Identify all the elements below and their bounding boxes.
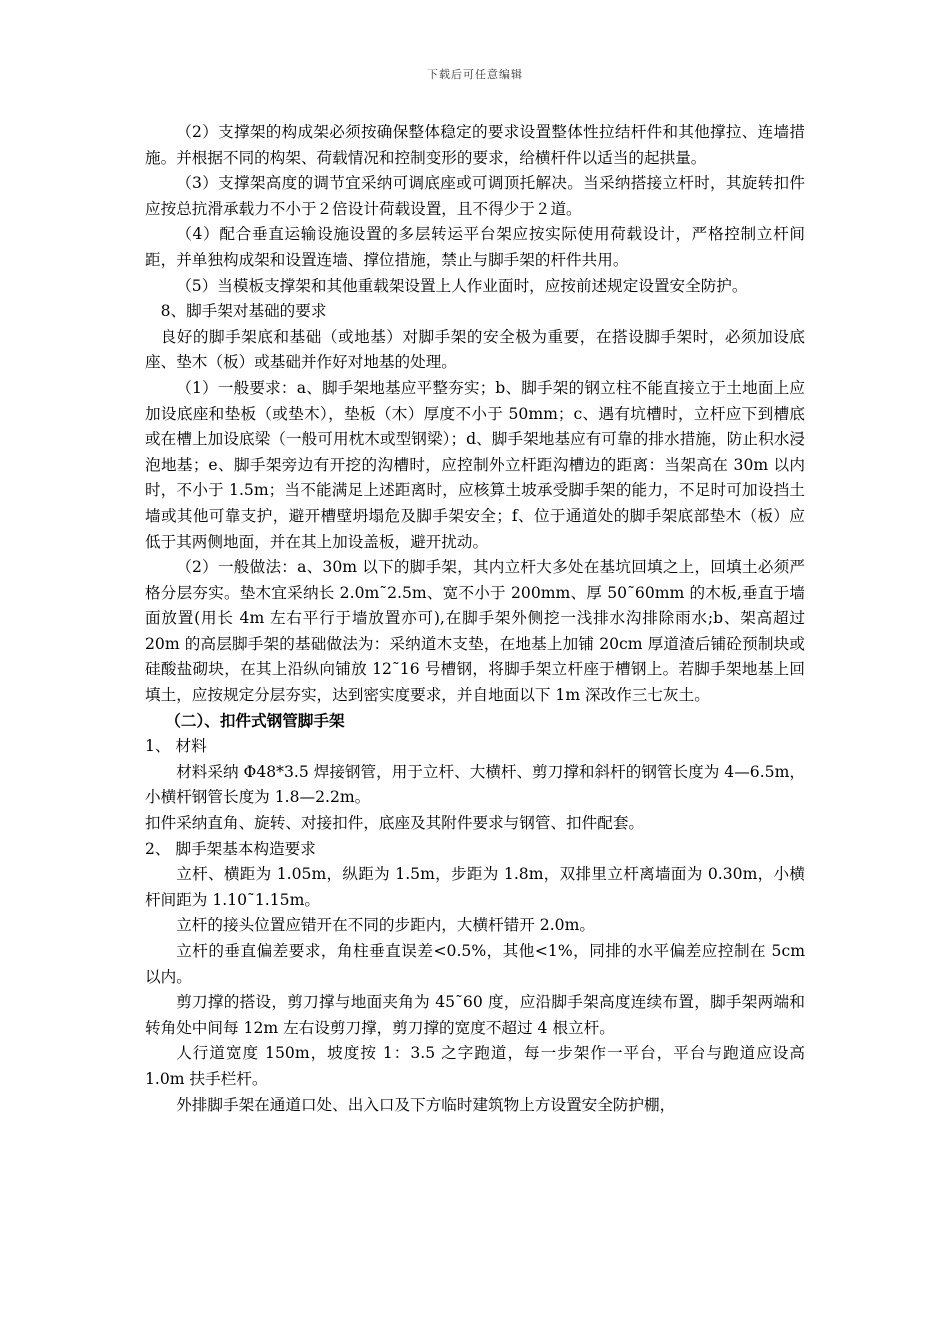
paragraph: 良好的脚手架底和基础（或地基）对脚手架的安全极为重要，在搭设脚手架时，必须加设底座、垫木（板）或基础并作好对地基的处理。: [145, 327, 805, 372]
paragraph: 人行道宽度 150m，坡度按 1：3.5 之字跑道，每一步架作一平台，平台与跑道应设高 1.0m 扶手栏杆。: [145, 1044, 805, 1088]
page-header: 下载后可任意编辑: [427, 68, 523, 81]
paragraph: （2）支撑架的构成架必须按确保整体稳定的要求设置整体性拉结杆件和其他撑拉、连墙措施。并根据不同的构架、荷载情况和控制变形的要求，给横杆件以适当的起拱量。: [145, 123, 805, 167]
paragraph: 剪刀撑的搭设，剪刀撑与地面夹角为 45˜60 度，应沿脚手架高度连续布置，脚手架两端和转角处中间每 12m 左右设剪刀撑，剪刀撑的宽度不超过 4 根立杆。: [145, 993, 805, 1037]
document-body: [145, 120, 805, 1118]
paragraph: 扣件采纳直角、旋转、对接扣件，底座及其附件要求与钢管、扣件配套。: [145, 814, 645, 833]
paragraph: （1）一般要求：a、脚手架地基应平整夯实；b、脚手架的钢立柱不能直接立于土地面上应加设底座和垫板（或垫木），垫板（木）厚度不小于 50mm；c、遇有坑槽时，立杆应下到槽底或在槽上加设底梁（一般可用枕木或型钢梁）；d、脚手架地基应有可靠的排水措施，防止积水浸泡地基；e、脚手架旁边有开挖的沟槽时，应控制外立杆距沟槽边的距离：当架高在 30m 以内时，不小于 1.5m；当不能满足上述距离时，应核算土坡承受脚手架的能力，不足时可加设挡土墙或其他可靠支护，避开槽壁坍塌危及脚手架安全；f、位于通道处的脚手架底部垫木（板）应低于其两侧地面，并在其上加设盖板，避开扰动。: [145, 378, 805, 551]
paragraph: （5）当模板支撑架和其他重载架设置上人作业面时，应按前述规定设置安全防护。: [176, 276, 748, 295]
paragraph: 立杆的垂直偏差要求，角柱垂直误差<0.5%，其他<1%，同排的水平偏差应控制在 5cm 以内。: [145, 942, 805, 986]
paragraph: 8、脚手架对基础的要求: [160, 302, 327, 321]
paragraph: （3）支撑架高度的调节宜采纳可调底座或可调顶托解决。当采纳搭接立杆时，其旋转扣件应按总抗滑承载力不小于２倍设计荷载设置，且不得少于２道。: [145, 174, 805, 218]
paragraph: 立杆的接头位置应错开在不同的步距内，大横杆错开 2.0m。: [176, 916, 595, 935]
paragraph: （4）配合垂直运输设施设置的多层转运平台架应按实际使用荷载设计，严格控制立杆间距，并单独构成架和设置连墙、撑位措施，禁止与脚手架的杆件共用。: [145, 225, 805, 269]
section-heading: （二）、扣件式钢管脚手架: [165, 711, 345, 730]
paragraph: 2、 脚手架基本构造要求: [145, 839, 316, 858]
paragraph: 立杆、横距为 1.05m，纵距为 1.5m，步距为 1.8m，双排里立杆离墙面为 0.30m，小横杆间距为 1.10˜1.15m。: [145, 865, 805, 909]
paragraph: （2）一般做法：a、30m 以下的脚手架，其内立杆大多处在基坑回填之上，回填土必须严格分层夯实。垫木宜采纳长 2.0m˜2.5m、宽不小于 200mm、厚 50˜60mm 的木板,垂直于墙面放置(用长 4m 左右平行于墙放置亦可),在脚手架外侧挖一浅排水沟排除雨水;b、架高超过 20m 的高层脚手架的基础做法为：采纳道木支垫，在地基上加铺 20cm 厚道渣后铺砼预制块或硅酸盐砌块，在其上沿纵向铺放 12˜16 号槽钢，将脚手架立杆座于槽钢上。若脚手架地基上回填土，应按规定分层夯实，达到密实度要求，并自地面以下 1m 深改作三七灰土。: [145, 558, 805, 705]
paragraph: 材料采纳 Φ48*3.5 焊接钢管，用于立杆、大横杆、剪刀撑和斜杆的钢管长度为 4—6.5m，小横杆钢管长度为 1.8—2.2m。: [145, 762, 805, 807]
paragraph: 1、 材料: [145, 737, 207, 756]
paragraph: 外排脚手架在通道口处、出入口及下方临时建筑物上方设置安全防护棚，: [176, 1095, 676, 1114]
